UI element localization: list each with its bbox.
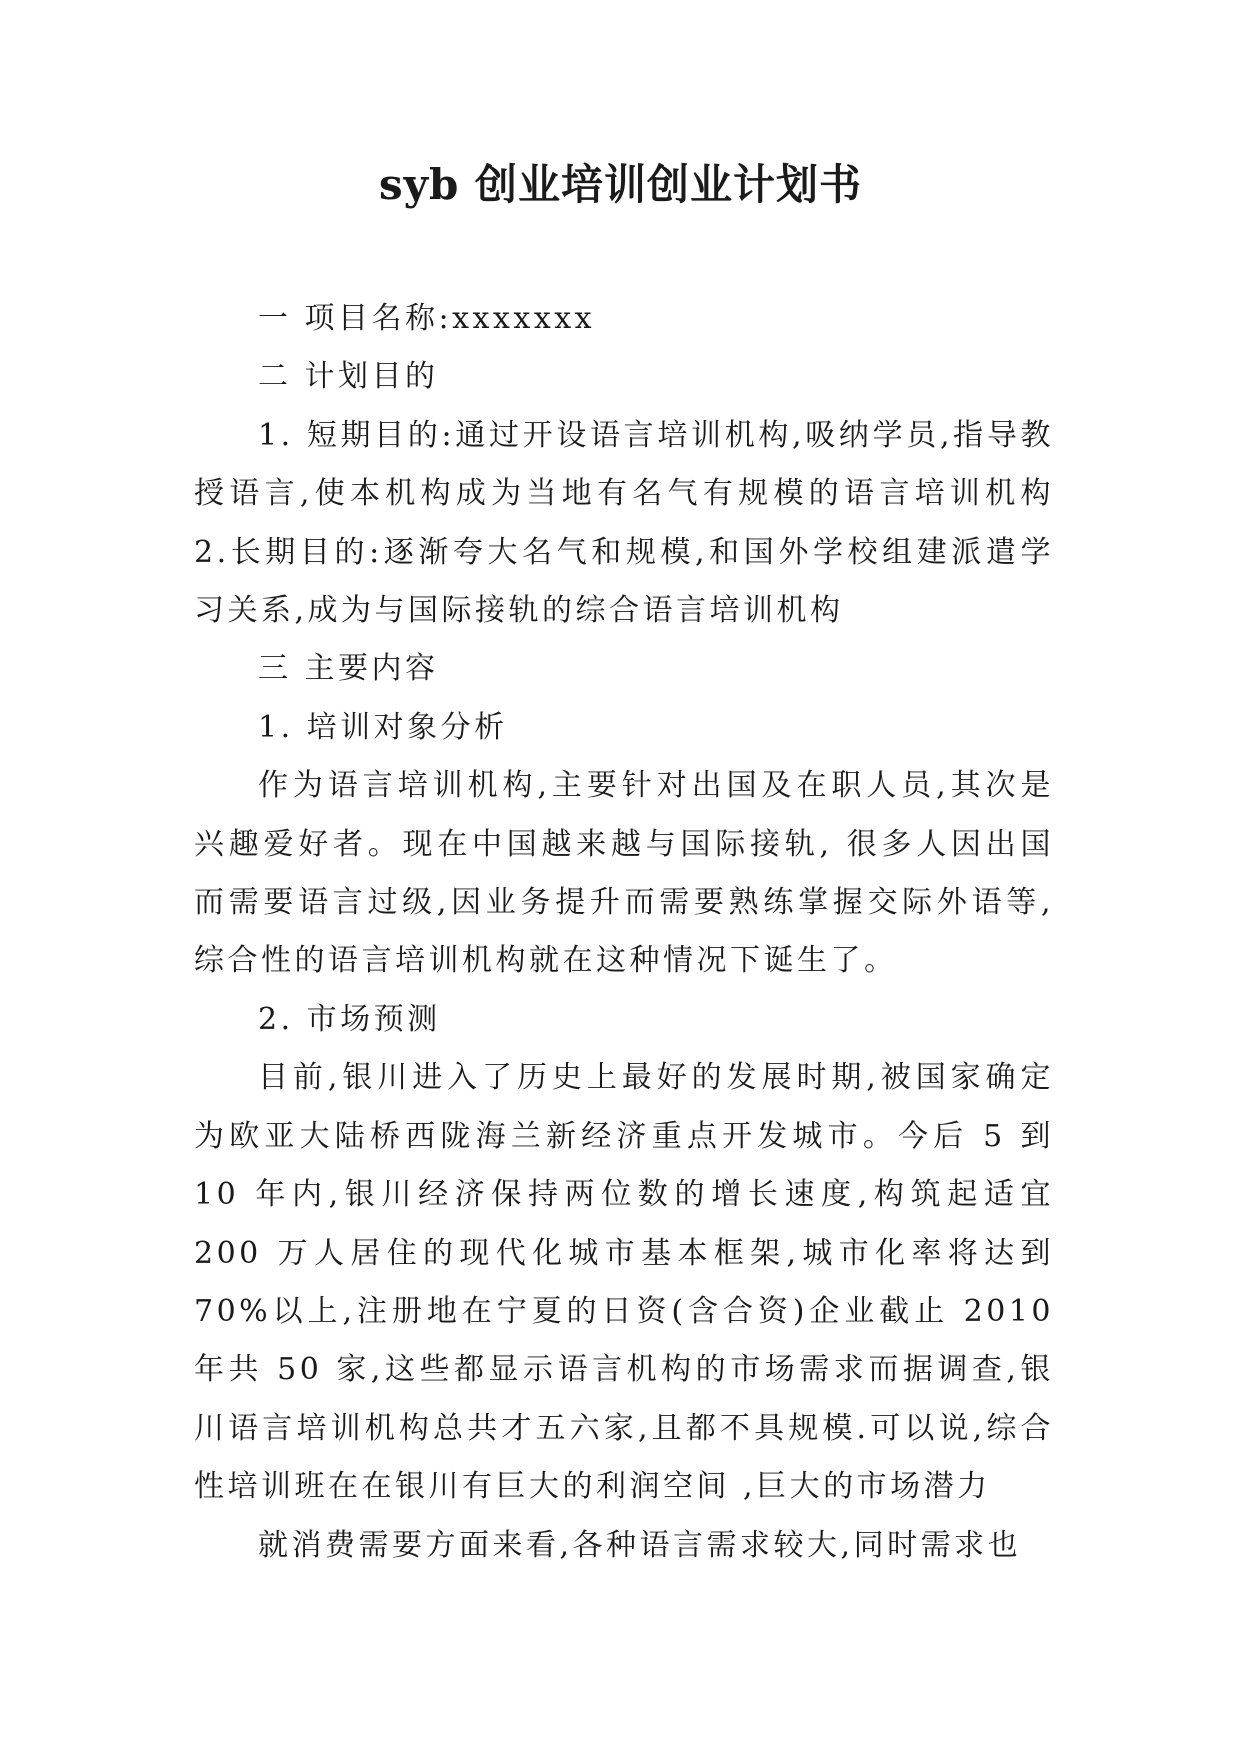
section-main-content-heading: 三 主要内容	[258, 651, 439, 687]
section-plan-purpose-heading: 二 计划目的	[258, 359, 439, 395]
paragraph-target-analysis: 作为语言培训机构,主要针对出国及在职人员,其次是兴趣爱好者。现在中国越来越与国际接轨, 很多人因出国而需要语言过级,因业务提升而需要熟练掌握交际外语等,综合性的语言培训机构就在这种情况下诞生了。	[194, 768, 1054, 979]
subsection-market-forecast-heading: 2. 市场预测	[258, 1001, 441, 1037]
document-title: syb 创业培训创业计划书	[378, 160, 863, 209]
section-project-name: 一 项目名称:xxxxxxx	[258, 301, 596, 336]
paragraph-market-forecast: 目前,银川进入了历史上最好的发展时期,被国家确定为欧亚大陆桥西陇海兰新经济重点开发城市。今后 5 到 10 年内,银川经济保持两位数的增长速度,构筑起适宜 200 万人居住的现代化城市基本框架,城市化率将达到 70%以上,注册地在宁夏的日资(含合资)企业截止 2010 年共 50 家,这些都显示语言机构的市场需求而据调查,银川语言培训机构总共才五六家,且都不具规模.可以说,综合性培训班在在银川有巨大的利润空间 ,巨大的市场潜力	[194, 1060, 1054, 1505]
paragraph-consumer-demand: 就消费需要方面来看,各种语言需求较大,同时需求也	[258, 1527, 1022, 1563]
document-body	[194, 290, 1054, 1575]
paragraph-goals: 1. 短期目的:通过开设语言培训机构,吸纳学员,指导教授语言,使本机构成为当地有名气有规模的语言培训机构 2.长期目的:逐渐夸大名气和规模,和国外学校组建派遣学习关系,成为与国际接轨的综合语言培训机构	[194, 417, 1054, 629]
subsection-target-analysis-heading: 1. 培训对象分析	[258, 709, 508, 745]
